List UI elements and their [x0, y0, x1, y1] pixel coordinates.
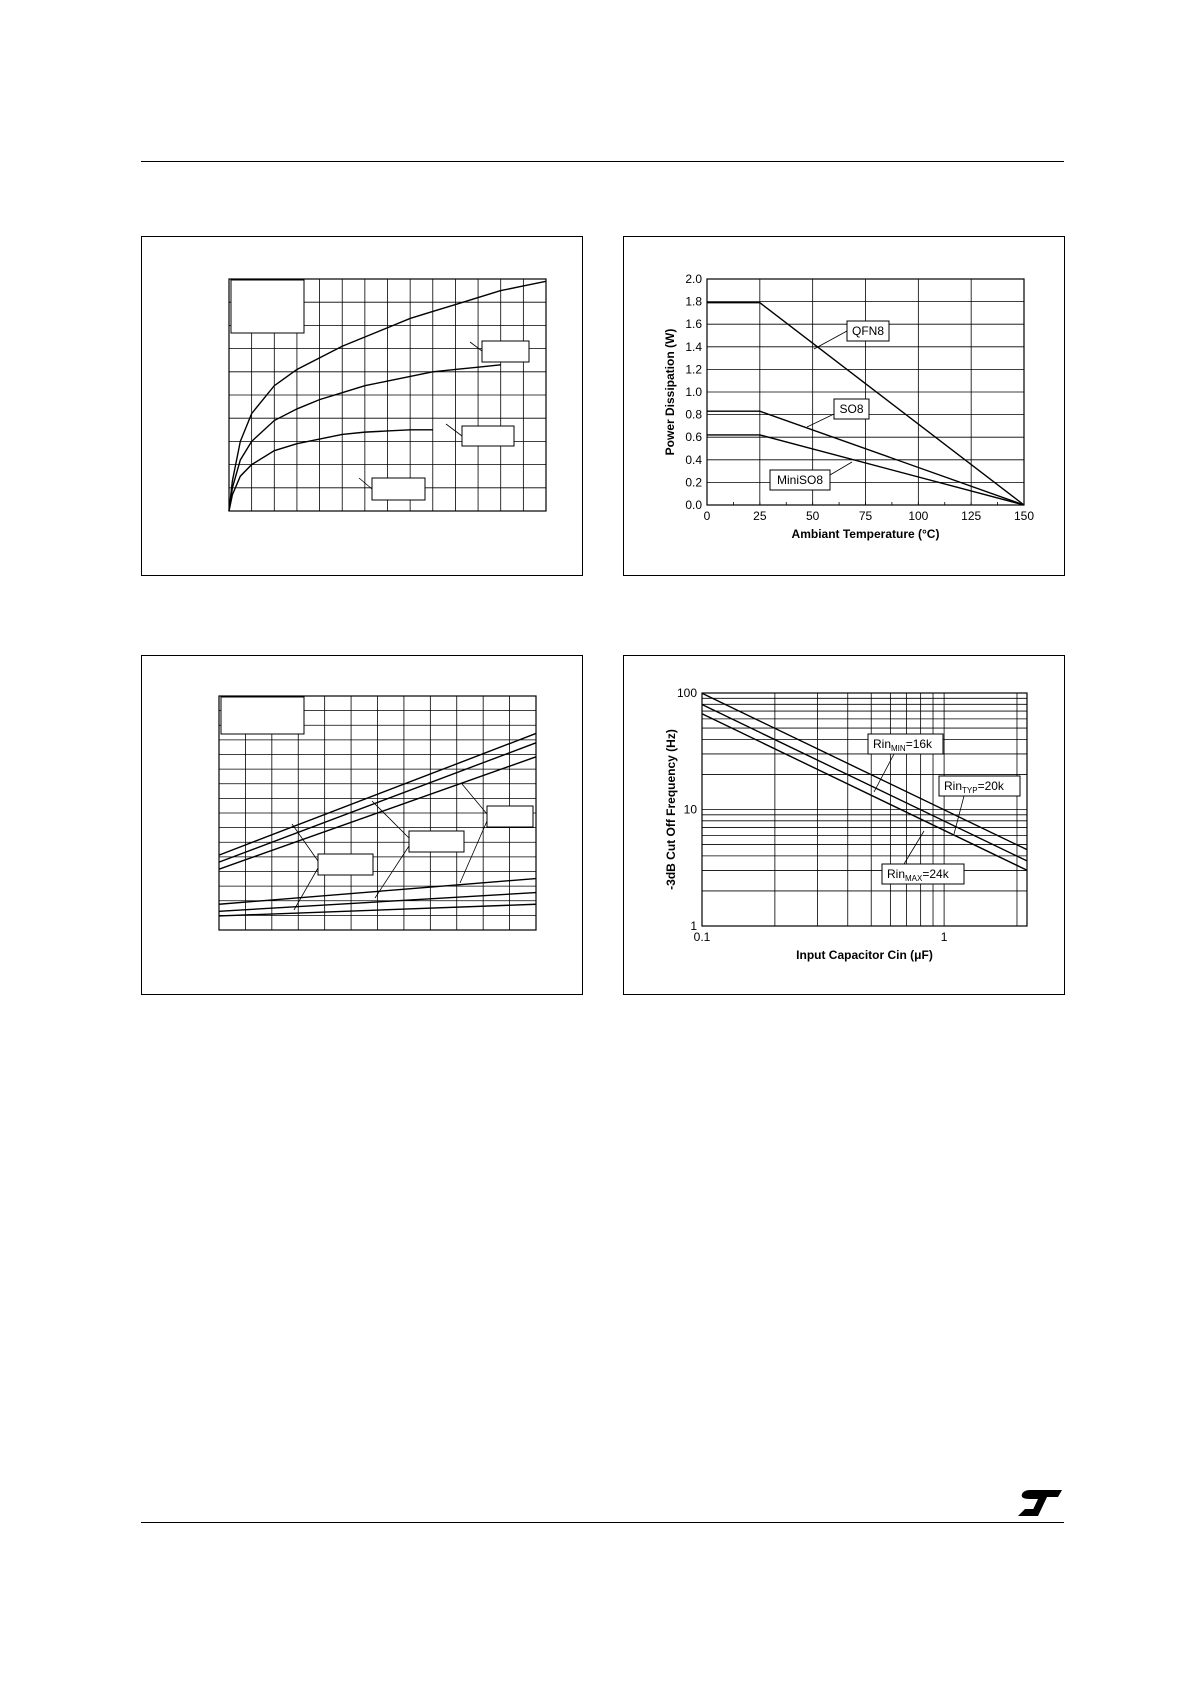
label-leader	[814, 331, 847, 349]
chart-4-cutoff-frequency	[624, 656, 1066, 996]
x-axis-label: Ambiant Temperature (°C)	[791, 527, 940, 541]
chart-panel-4	[623, 655, 1065, 995]
label-leader	[874, 754, 894, 792]
series-label-max: Rin$_{MAX}$=24k	[887, 867, 949, 883]
series-label-miniso8: MiniSO8	[776, 473, 824, 487]
y-axis-label: Power Dissipation (W)	[663, 328, 677, 456]
y-tick-label: 0.4	[685, 452, 702, 467]
y-tick-label: 0.2	[685, 475, 702, 490]
x-tick-label: 0.1	[693, 930, 711, 944]
y-tick-label: 100	[676, 686, 697, 700]
x-tick-label: 125	[961, 509, 982, 523]
chart-3	[142, 656, 584, 996]
series-label-box	[372, 478, 425, 500]
chart-panel-3	[141, 655, 583, 995]
series-line-1	[702, 693, 1027, 849]
y-tick-label: 2.0	[685, 272, 702, 286]
x-tick-label: 50	[805, 509, 820, 523]
series-label-box	[318, 854, 373, 875]
label-leader	[359, 478, 372, 489]
y-tick-label: 1.0	[685, 385, 702, 399]
label-leader	[446, 424, 462, 436]
series-label-box	[462, 426, 514, 446]
x-tick-label: 25	[753, 509, 767, 523]
y-tick-label: 0.6	[685, 430, 702, 445]
series-label-min: Rin$_{MIN}$=16k	[873, 737, 933, 753]
label-leader	[807, 414, 834, 427]
label-leader	[294, 868, 318, 910]
chart-1	[142, 237, 584, 577]
series-label-box	[487, 806, 533, 827]
y-tick-label: 0.0	[685, 498, 702, 512]
series-label-box	[482, 341, 529, 362]
footer-rule	[141, 1522, 1064, 1523]
x-axis-label: Input Capacitor Cin (μF)	[796, 948, 933, 962]
series-label-so8: SO8	[839, 402, 864, 416]
y-tick-label: 0.8	[685, 407, 702, 422]
series-label-qfn8: QFN8	[851, 324, 885, 338]
y-tick-label: 1	[690, 919, 697, 933]
legend-box	[221, 697, 304, 734]
y-tick-label: 1.8	[685, 294, 702, 309]
x-tick-label: 1	[940, 930, 948, 944]
y-tick-label: 1.2	[685, 362, 702, 377]
chart-2-power-dissipation	[624, 237, 1066, 577]
y-tick-label: 10	[683, 802, 697, 817]
header-rule	[141, 161, 1064, 162]
legend-box	[231, 280, 304, 333]
series-label-typ: Rin$_{TYP}$=20k	[944, 779, 1004, 795]
x-tick-label: 0	[703, 509, 711, 523]
x-tick-label: 75	[858, 509, 873, 523]
st-logo-icon	[1016, 1488, 1064, 1518]
chart-panel-2	[623, 236, 1065, 576]
label-leader	[830, 462, 852, 475]
y-tick-label: 1.4	[685, 339, 702, 354]
y-tick-label: 1.6	[685, 317, 702, 332]
label-leader	[470, 342, 482, 351]
chart-panel-1	[141, 236, 583, 576]
y-axis-label: -3dB Cut Off Frequency (Hz)	[664, 729, 678, 890]
x-tick-label: 150	[1013, 509, 1035, 523]
x-tick-label: 100	[908, 509, 929, 523]
series-label-box	[409, 831, 464, 852]
